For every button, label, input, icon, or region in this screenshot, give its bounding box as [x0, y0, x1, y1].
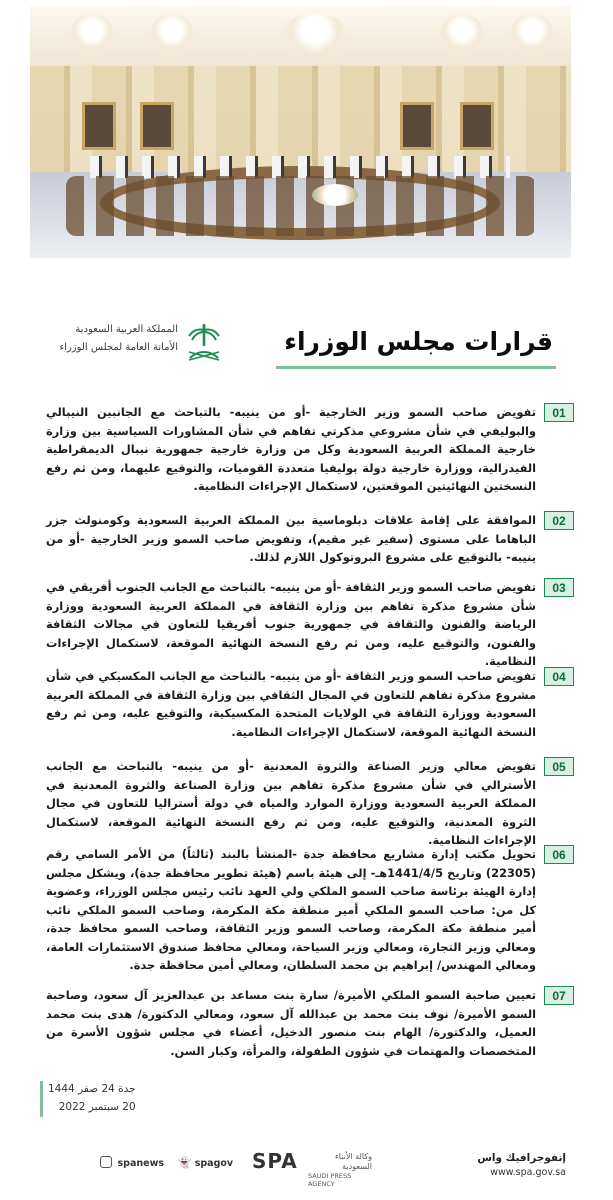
- palm-swords-emblem-icon: [184, 322, 224, 366]
- decision-text: تفويض معالي وزير الصناعة والثروة المعدنية -أو من ينيبه- بالتباحث مع الجانب الأسترالي في شأن مشروع مذكرة تفاهم بين وزارة الصناعة والثروة المعدنية في المملكة العربية السعودية ووزارة الموارد والمياه في دولة أستراليا للتعاون في مجال الثروة المعدنية، والتوقيع عليه، ومن ثم رفع النسخة النهائية الموقعة، لاستكمال الإجراءات النظامية.: [46, 759, 536, 847]
- agency-name-ar: وكالة الأنباء السعودية: [334, 1152, 372, 1171]
- date-gregorian: 20 سبتمبر 2022: [58, 1101, 136, 1113]
- decision-number: 06: [544, 845, 574, 864]
- decision-number: 03: [544, 578, 574, 597]
- logo-department-text: الأمانة العامة لمجلس الوزراء: [59, 342, 178, 353]
- decision-text: تحويل مكتب إدارة مشاريع محافظة جدة -المنشأ بالبند (ثالثاً) من الأمر السامي رقم (22305) وتاريخ 1441/4/5هـ- إلى هيئة باسم (هيئة تطوير محافظة جدة)، ويشكل مجلس إدارة الهيئة برئاسة صاحب السمو الملكي ولي العهد نائب رئيس مجلس الوزراء، وعضوية كل من: صاحب السمو الملكي أمير منطقة مكة المكرمة، وصاحب السمو الملكي نائب أمير منطقة مكة المكرمة، وصاحب السمو وزير الثقافة، وصاحب السمو محافظ جدة، ومعالي وزير التجارة، ومعالي وزير السياحة، ومعالي محافظ صندوق الاستثمارات العامة، ومعالي المهندس/ إبراهيم بن محمد السلطان، ومعالي أمين محافظة جدة.: [46, 847, 536, 972]
- cabinet-session-photo: [30, 6, 571, 258]
- date-hijri: جدة 24 صفر 1444: [48, 1083, 136, 1095]
- site-info: [477, 1150, 566, 1180]
- decision-number: 04: [544, 667, 574, 686]
- decision-text: تفويض صاحب السمو وزير الثقافة -أو من ينيبه- بالتباحث مع الجانب المكسيكي في شأن مشروع مذكرة تفاهم للتعاون في المجال الثقافي بين وزارة الثقافة في المملكة العربية السعودية ووزارة الثقافة في الولايات المتحدة المكسيكية، والتوقيع عليه، ومن ثم رفع النسخة النهائية الموقعة، لاستكمال الإجراءات النظامية.: [46, 669, 536, 739]
- logo-kingdom-text: المملكة العربية السعودية: [75, 324, 178, 335]
- agency-name-en: SAUDI PRESS AGENCY: [308, 1172, 352, 1188]
- decision-text: تفويض صاحب السمو وزير الثقافة -أو من ينيبه- بالتباحث مع الجانب الجنوب أفريقي في شأن مشروع مذكرة تفاهم بين وزارة الثقافة في المملكة العربية السعودية ووزارة الرياضة والفنون والثقافة في جمهورية جنوب أفريقيا للتعاون في مجالات الثقافة والفنون، والتوقيع عليه، ومن ثم رفع النسخة النهائية الموقعة، لاستكمال الإجراءات النظامية.: [46, 580, 536, 668]
- snapchat-icon: 👻: [177, 1156, 192, 1169]
- decision-number: 01: [544, 403, 574, 422]
- site-url-link[interactable]: www.spa.gov.sa: [490, 1167, 566, 1178]
- date-accent-bar: [40, 1081, 43, 1117]
- instagram-icon: [100, 1156, 112, 1168]
- spa-logo: [252, 1149, 372, 1188]
- cabinet-logo: [48, 322, 224, 366]
- decision-text: الموافقة على إقامة علاقات دبلوماسية بين المملكة العربية السعودية وكومنولث جزر الباهاما على مستوى (سفير غير مقيم)، وتفويض صاحب السمو وزير الخارجية -أو من ينيبه- بالتوقيع على مشروع البروتوكول اللازم لذلك.: [46, 513, 536, 564]
- page-title: قرارات مجلس الوزراء: [284, 327, 553, 356]
- social-handle-twitter[interactable]: spanews: [117, 1158, 165, 1169]
- decision-number: 07: [544, 986, 574, 1005]
- footer: [30, 1150, 578, 1190]
- decision-text: تفويض صاحب السمو وزير الخارجية -أو من ينيبه- بالتباحث مع الجانبين النيبالي والبوليفي في شأن مشروعي مذكرتي تفاهم في شأن المشاورات السياسية بين وزارة خارجية المملكة العربية السعودية وكل من وزارة خارجية جمهورية نيبال الديمقراطية الفيدرالية، ووزارة خارجية دولة بوليفيا متعددة القوميات، والتوقيع عليهما، ومن ثم رفع النسختين النهائيتين الموقعتين، لاستكمال الإجراءات النظامية.: [46, 405, 536, 493]
- social-handles: [100, 1156, 243, 1169]
- decision-number: 02: [544, 511, 574, 530]
- decision-number: 05: [544, 757, 574, 776]
- social-handle-snapchat[interactable]: spagov: [194, 1158, 234, 1169]
- decision-text: تعيين صاحبة السمو الملكي الأميرة/ سارة بنت مساعد بن عبدالعزيز آل سعود، وصاحبة السمو الأميرة/ نوف بنت محمد بن عبدالله آل سعود، ومعالي الدكتورة/ هدى بنت محمد العميل، والدكتورة/ الهام بنت منصور الدخيل، أعضاء في مجلس شؤون الأسرة من المتخصصات والمهتمات في شؤون الطفولة، والمرأة، وكبار السن.: [46, 988, 536, 1058]
- site-name-ar: إنفوجرافيك واس: [477, 1152, 566, 1164]
- title-underline: [276, 366, 556, 369]
- spa-logo-mark: SPA: [252, 1149, 298, 1173]
- issue-date: [48, 1080, 136, 1116]
